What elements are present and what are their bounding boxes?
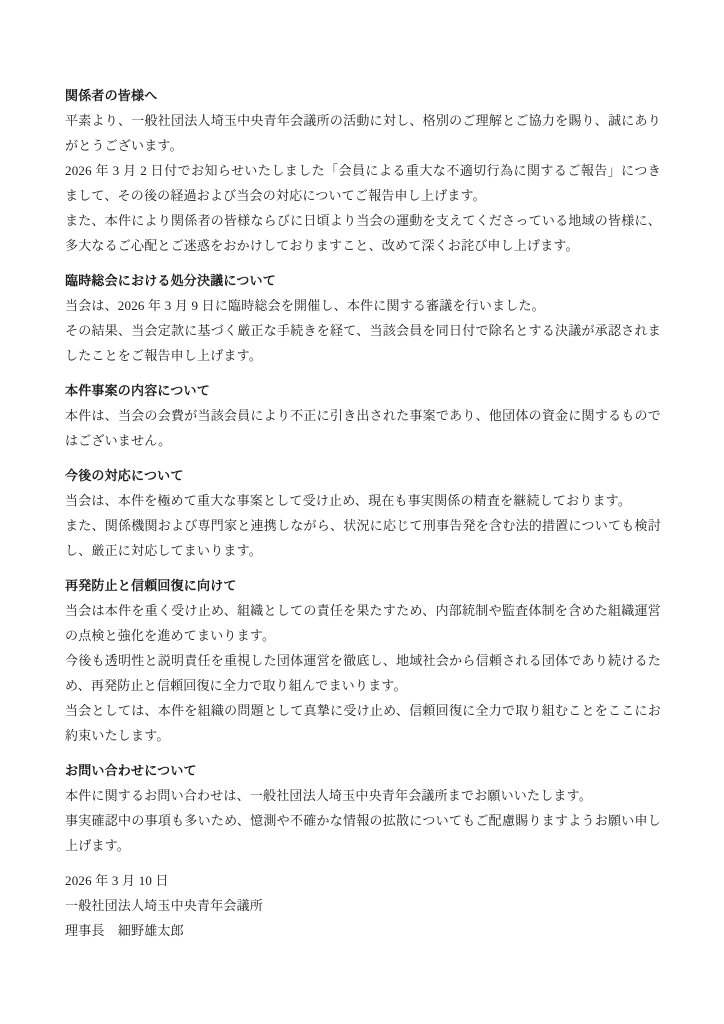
- section-future-response: [65, 463, 661, 563]
- section-heading: 再発防止と信頼回復に向けて: [65, 578, 237, 593]
- paragraph: 2026 年 3 月 2 日付でお知らせいたしました「会員による重大な不適切行為に関するご報告」につきまして、その後の経過および当会の対応についてご報告申し上げます。: [65, 163, 661, 203]
- organization-line: 一般社団法人埼玉中央青年会議所: [65, 898, 264, 913]
- paragraph: 当会は、2026 年 3 月 9 日に臨時総会を開催し、本件に関する審議を行いました。: [65, 298, 545, 313]
- paragraph: また、本件により関係者の皆様ならびに日頃より当会の運動を支えてくださっている地域の皆様に、多大なるご心配とご迷惑をおかけしておりますこと、改めて深くお詫び申し上げます。: [65, 213, 661, 253]
- section-prevention-trust: [65, 573, 661, 748]
- paragraph: 平素より、一般社団法人埼玉中央青年会議所の活動に対し、格別のご理解とご協力を賜り、誠にありがとうございます。: [65, 113, 661, 153]
- section-greeting: [65, 83, 661, 258]
- paragraph: 本件に関するお問い合わせは、一般社団法人埼玉中央青年会議所までお願いいたします。: [65, 788, 592, 803]
- paragraph: 当会は本件を重く受け止め、組織としての責任を果たすため、内部統制や監査体制を含めた組織運営の点検と強化を進めてまいります。: [65, 603, 661, 643]
- section-heading: お問い合わせについて: [65, 763, 197, 778]
- paragraph: 今後も透明性と説明責任を重視した団体運営を徹底し、地域社会から信頼される団体であり続けるため、再発防止と信頼回復に全力で取り組んでまいります。: [65, 653, 661, 693]
- paragraph: その結果、当会定款に基づく厳正な手続きを経て、当該会員を同日付で除名とする決議が承認されましたことをご報告申し上げます。: [65, 323, 661, 363]
- section-contact: [65, 758, 661, 858]
- signature-line: 理事長 細野雄太郎: [65, 923, 184, 938]
- section-resolution: [65, 268, 661, 368]
- paragraph: 当会は、本件を極めて重大な事案として受け止め、現在も事実関係の精査を継続しております。: [65, 493, 632, 508]
- section-heading: 本件事案の内容について: [65, 383, 210, 398]
- date-line: 2026 年 3 月 10 日: [65, 873, 169, 888]
- section-heading: 今後の対応について: [65, 468, 184, 483]
- section-heading: 関係者の皆様へ: [65, 88, 158, 103]
- section-case-details: [65, 378, 661, 453]
- paragraph: 当会としては、本件を組織の問題として真摯に受け止め、信頼回復に全力で取り組むことをここにお約束いたします。: [65, 703, 661, 743]
- paragraph: 事実確認中の事項も多いため、憶測や不確かな情報の拡散についてもご配慮賜りますようお願い申し上げます。: [65, 813, 661, 853]
- section-heading: 臨時総会における処分決議について: [65, 273, 276, 288]
- paragraph: また、関係機関および専門家と連携しながら、状況に応じて刑事告発を含む法的措置についても検討し、厳正に対応してまいります。: [65, 518, 661, 558]
- paragraph: 本件は、当会の会費が当該会員により不正に引き出された事案であり、他団体の資金に関するものではございません。: [65, 408, 661, 448]
- document-footer: [65, 868, 661, 943]
